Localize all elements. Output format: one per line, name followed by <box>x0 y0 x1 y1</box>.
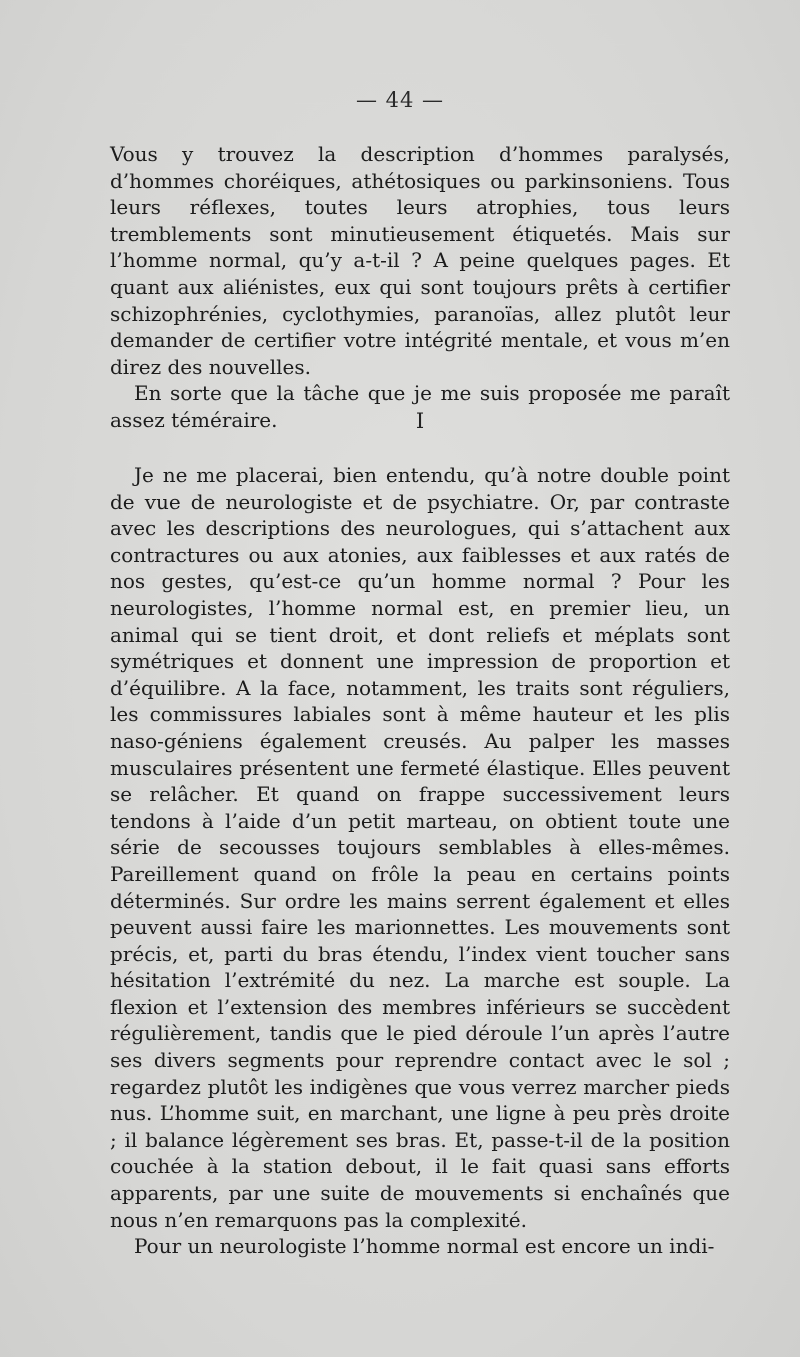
paragraph: Pour un neurologiste l’homme normal est encore un indi- <box>134 1234 715 1259</box>
intro-text-block <box>110 141 730 434</box>
section-heading: I <box>415 409 425 433</box>
paragraph: En sorte que la tâche que je me suis proposée me paraît assez téméraire. <box>110 381 730 432</box>
section-text-block <box>110 462 730 1260</box>
paragraph: Vous y trouvez la description d’hommes paralysés, d’hommes choréiques, athétosiques ou parkinsoniens. Tous leurs réflexes, toutes leurs atrophies, tous leurs tremblements sont minutieusement étiquetés. Mais sur l’homme normal, qu’y a-t-il ? A peine quelques pages. Et quant aux aliénistes, eux qui sont toujours prêts à certifier schizophrénies, cyclothymies, paranoïas, allez plutôt leur demander de certifier votre intégrité mentale, et vous m’en direz des nouvelles. <box>110 142 730 379</box>
page-number: — 44 — <box>355 88 445 112</box>
paragraph: Je ne me placerai, bien entendu, qu’à notre double point de vue de neurologiste et de psychiatre. Or, par contraste avec les descriptions des neurologues, qui s’attachent aux contractures ou aux atonies, aux faiblesses et aux ratés de nos gestes, qu’est-ce qu’un homme normal ? Pour les neurologistes, l’homme normal est, en premier lieu, un animal qui se tient droit, et dont reliefs et méplats sont symétriques et donnent une impression de proportion et d’équilibre. A la face, notamment, les traits sont réguliers, les commissures labiales sont à même hauteur et les plis naso-géniens également creusés. Au palper les masses musculaires présentent une fermeté élastique. Elles peuvent se relâcher. Et quand on frappe successivement leurs tendons à l’aide d’un petit marteau, on obtient toute une série de secousses toujours semblables à elles-mêmes. Pareillement quand on frôle la peau en certains points déterminés. Sur ordre les mains serrent également et elles peuvent aussi faire les marionnettes. Les mouvements sont précis, et, parti du bras étendu, l’index vient toucher sans hésitation l’extrémité du nez. La marche est souple. La flexion et l’extension des membres inférieurs se succèdent régulièrement, tandis que le pied déroule l’un après l’autre ses divers segments pour reprendre contact avec le sol ; regardez plutôt les indigènes que vous verrez marcher pieds nus. L’homme suit, en marchant, une ligne à peu près droite ; il balance légèrement ses bras. Et, passe-t-il de la position couchée à la station debout, il le fait quasi sans efforts apparents, par une suite de mouvements si enchaînés que nous n’en remarquons pas la complexité. <box>110 463 730 1232</box>
